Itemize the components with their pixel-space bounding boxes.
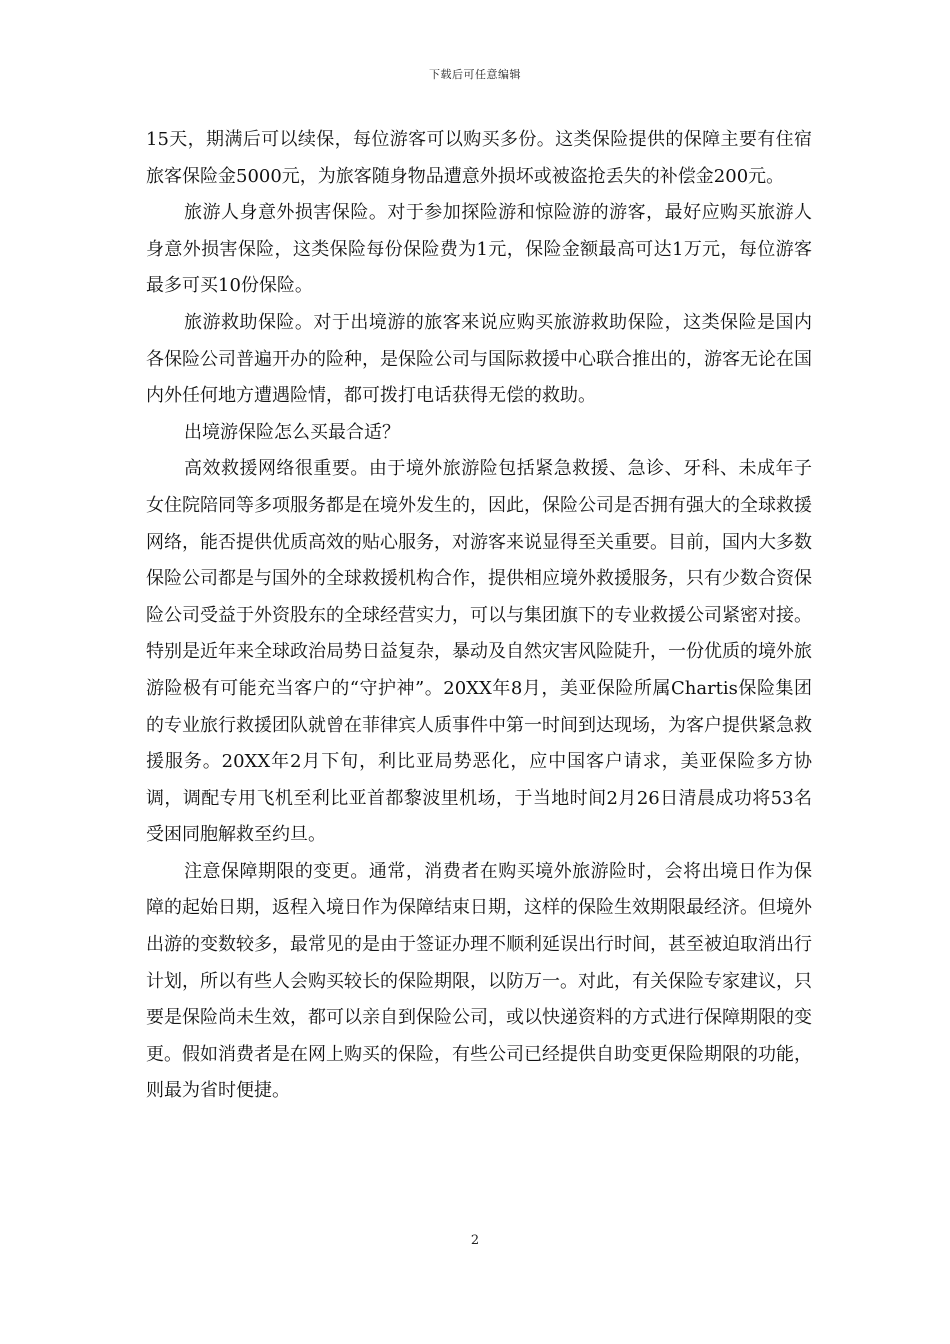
paragraph-travel-rescue-insurance: 旅游救助保险。对于出境游的旅客来说应购买旅游救助保险，这类保险是国内各保险公司普遍开办的险种，是保险公司与国际救援中心联合推出的，游客无论在国内外任何地方遭遇险情，都可拨打电话获得无偿的救助。 xyxy=(146,311,812,407)
page-header: 下载后可任意编辑 xyxy=(429,68,521,81)
section-heading: 出境游保险怎么买最合适？ xyxy=(184,421,400,443)
paragraph-rescue-network: 高效救援网络很重要。由于境外旅游险包括紧急救援、急诊、牙科、未成年子女住院陪同等多项服务都是在境外发生的，因此，保险公司是否拥有强大的全球救援网络，能否提供优质高效的贴心服务，对游客来说显得至关重要。目前，国内大多数保险公司都是与国外的全球救援机构合作，提供相应境外救援服务，只有少数合资保险公司受益于外资股东的全球经营实力，可以与集团旗下的专业救援公司紧密对接。特别是近年来全球政治局势日益复杂，暴动及自然灾害风险陡升，一份优质的境外旅游险极有可能充当客户的“守护神”。20XX年8月，美亚保险所属Chartis保险集团的专业旅行救援团队就曾在菲律宾人质事件中第一时间到达现场，为客户提供紧急救援服务。20XX年2月下旬，利比亚局势恶化，应中国客户请求，美亚保险多方协调，调配专用飞机至利比亚首都黎波里机场，于当地时间2月26日清晨成功将53名受困同胞解救至约旦。 xyxy=(146,458,812,846)
paragraph-continuation: 15天，期满后可以续保，每位游客可以购买多份。这类保险提供的保障主要有住宿旅客保险金5000元，为旅客随身物品遭意外损坏或被盗抢丢失的补偿金200元。 xyxy=(146,129,812,187)
page-number: 2 xyxy=(470,1233,480,1248)
paragraph-travel-accident-insurance: 旅游人身意外损害保险。对于参加探险游和惊险游的游客，最好应购买旅游人身意外损害保险，这类保险每份保险费为1元，保险金额最高可达1万元，每位游客最多可买10份保险。 xyxy=(146,202,812,297)
document-body xyxy=(146,122,812,1110)
paragraph-coverage-period: 注意保障期限的变更。通常，消费者在购买境外旅游险时，会将出境日作为保障的起始日期，返程入境日作为保障结束日期，这样的保险生效期限最经济。但境外出游的变数较多，最常见的是由于签证办理不顺利延误出行时间，甚至被迫取消出行计划，所以有些人会购买较长的保险期限，以防万一。对此，有关保险专家建议，只要是保险尚未生效，都可以亲自到保险公司，或以快递资料的方式进行保障期限的变更。假如消费者是在网上购买的保险，有些公司已经提供自助变更保险期限的功能，则最为省时便捷。 xyxy=(146,860,812,1102)
